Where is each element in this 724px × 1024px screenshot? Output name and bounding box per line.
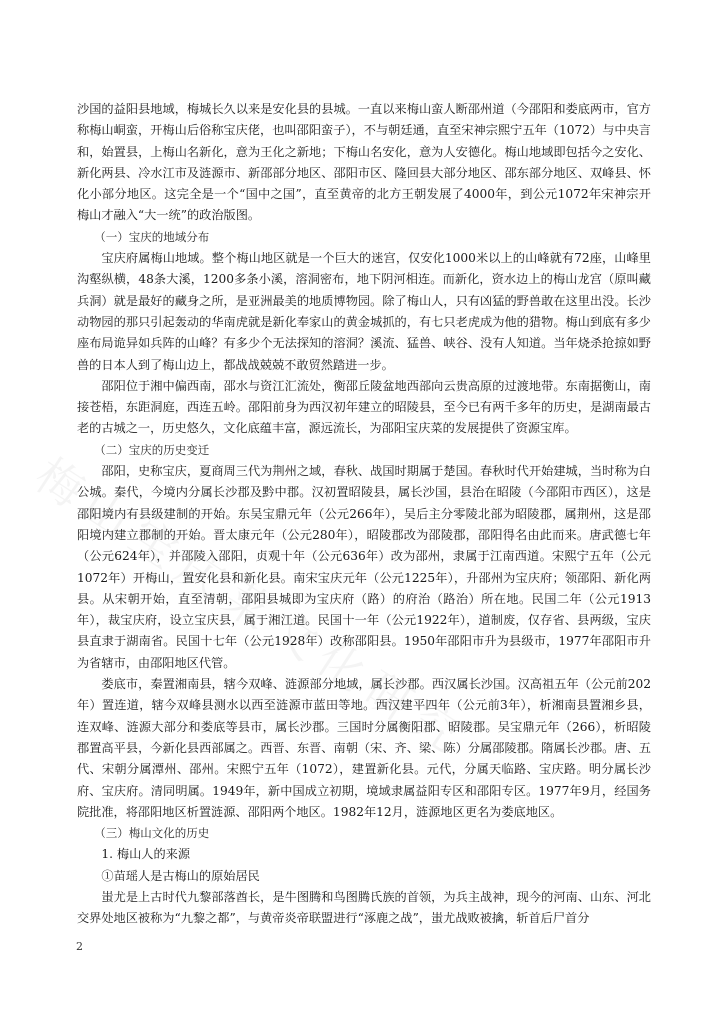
section-heading-history: （二）宝庆的历史变迁 <box>94 442 210 457</box>
paragraph-baoqing-meishan: 宝庆府属梅山地域。整个梅山地区就是一个巨大的迷宫，仅安化1000米以上的山峰就有72座，山峰里沟壑纵横，48条大溪，1200多条小溪，溶洞密布，地下阴河相连。而新化，资水边上的梅山龙宫（原叫藏兵洞）就是最好的藏身之所，是亚洲最美的地质博物园。除了梅山人，只有凶猛的野兽敢在这里出没。长沙动物园的那只引起轰动的华南虎就是新化奉家山的黄金城抓的，有七只老虎成为他的猎物。梅山到底有多少座布局诡异如兵阵的山峰？有多少个无法探知的溶洞？溪流、猛兽、峡谷、没有人知道。当年烧杀抢掠如野兽的日本人到了梅山边上，都战战兢兢不敢贸然踏进一步。 <box>77 251 651 372</box>
subheading-miao-yao: ①苗瑶人是古梅山的原始居民 <box>101 868 260 883</box>
paragraph-chiyou: 蚩尤是上古时代九黎部落酋长，是牛图腾和鸟图腾氏族的首领，为兵主战神，现今的河南、山东、河北交界处地区被称为“九黎之都”，与黄帝炎帝联盟进行“涿鹿之战”，蚩尤战败被擒，斩首后尸首分 <box>77 889 651 926</box>
paragraph-continuation: 沙国的益阳县地域，梅城长久以来是安化县的县城。一直以来梅山蛮人断邵州道（今邵阳和娄底两市，官方称梅山峒蛮，开梅山后俗称宝庆佬，也叫邵阳蛮子），不与朝廷通，直至宋神宗熙宁五年（1072）与中央言和，始置县，上梅山名新化，意为王化之新地；下梅山名安化，意为人安德化。梅山地域即包括今之安化、新化两县、冷水江市及涟源市、新邵部分地区、邵阳市区、隆回县大部分地区、邵东部分地区、双峰县、怀化小部分地区。这完全是一个“国中之国”，直至黄帝的北方王朝发展了4000年，到公元1072年宋神宗开梅山才融入“大一统”的政治版图。 <box>77 102 651 223</box>
paragraph-shaoyang-history: 邵阳，史称宝庆，夏商周三代为荆州之域，春秋、战国时期属于楚国。春秋时代开始建城，当时称为白公城。秦代，今境内分属长沙郡及黔中郡。汉初置昭陵县，属长沙国，县治在昭陵（今邵阳市西区），这是邵阳境内有县级建制的开始。东吴宝鼎元年（公元266年），吴后主分零陵北部为昭陵郡，属荆州，这是邵阳境内建立郡制的开始。晋太康元年（公元280年），昭陵郡改为邵陵郡，邵阳得名由此而来。唐武德七年（公元624年），并邵陵入邵阳，贞观十年（公元636年）改为邵州，隶属于江南西道。宋熙宁五年（公元1072年）开梅山，置安化县和新化县。南宋宝庆元年（公元1225年），升邵州为宝庆府；领邵阳、新化两县。从宋朝开始，直至清朝，邵阳县城即为宝庆府（路）的府治（路治）所在地。民国二年（公元1913年），裁宝庆府，设立宝庆县，属于湘江道。民国十一年（公元1922年），道制废，仅存省、县两级，宝庆县直隶于湖南省。民国十七年（公元1928年）改称邵阳县。1950年邵阳市升为县级市，1977年邵阳市升为省辖市，由邵阳地区代管。 <box>77 464 651 670</box>
subheading-origins: 1. 梅山人的来源 <box>101 847 191 862</box>
paragraph-loudi-history: 娄底市，秦置湘南县，辖今双峰、涟源部分地域，属长沙郡。西汉属长沙国。汉高祖五年（公元前202年）置连道，辖今双峰县测水以西至涟源市蓝田等地。西汉建平四年（公元前3年），析湘南县置湘乡县，连双峰、涟源大部分和娄底等县市，属长沙郡。三国时分属衡阳郡、昭陵郡。吴宝鼎元年（266），析昭陵郡置高平县，今新化县西部属之。西晋、东晋、南朝（宋、齐、梁、陈）分属邵陵郡。隋属长沙郡。唐、五代、宋朝分属潭州、邵州。宋熙宁五年（1072），建置新化县。元代，分属天临路、宝庆路。明分属长沙府、宝庆府。清同明属。1949年，新中国成立初期，境域隶属益阳专区和邵阳专区。1977年9月，经国务院批准，将邵阳地区析置涟源、邵阳两个地区。1982年12月，涟源地区更名为娄底地区。 <box>77 677 651 819</box>
page-number: 2 <box>76 940 83 953</box>
paragraph-shaoyang-location: 邵阳位于湘中偏西南，邵水与资江汇流处，衡邵丘陵盆地西部向云贵高原的过渡地带。东南据衡山，南接苍梧，东距洞庭，西连五岭。邵阳前身为西汉初年建立的昭陵县，至今已有两千多年的历史，是湖南最古老的古城之一，历史悠久，文化底蕴丰富，源远流长，为邵阳宝庆菜的发展提供了资源宝库。 <box>77 378 651 436</box>
page-body <box>77 99 651 930</box>
section-heading-culture: （三）梅山文化的历史 <box>94 826 210 841</box>
section-heading-geography: （一）宝庆的地域分布 <box>94 229 210 244</box>
